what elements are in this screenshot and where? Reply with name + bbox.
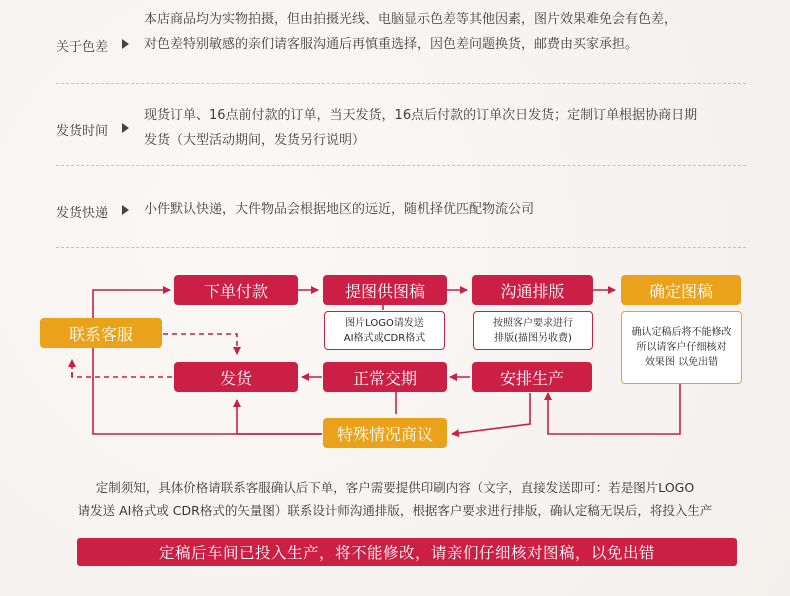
custom-order-notice xyxy=(30,476,760,522)
note-line: 按照客户要求进行 xyxy=(493,317,573,329)
step-arrange-production: 安排生产 xyxy=(472,362,592,392)
warning-banner: 定稿后车间已投入生产，将不能修改，请亲们仔细核对图稿，以免出错 xyxy=(77,538,737,566)
step-place-order: 下单付款 xyxy=(174,275,298,305)
note-line: 所以请客户仔细核对 xyxy=(636,342,727,353)
note-layout-fee xyxy=(473,311,593,350)
note-line: AI格式或CDR格式 xyxy=(343,332,426,344)
info-line: 现货订单、16点前付款的订单，当天发货，16点后付款的订单次日发货；定制订单根据协商日期 xyxy=(144,108,698,123)
info-line: 发货（大型活动期间，发货另行说明） xyxy=(144,133,366,148)
info-label: 关于色差 xyxy=(56,40,109,55)
step-special-negotiation: 特殊情况商议 xyxy=(323,418,447,448)
info-line: 对色差特别敏感的亲们请客服沟通后再慎重选择，因色差问题换货，邮费由买家承担。 xyxy=(144,37,639,52)
notice-line: 定制须知，具体价格请联系客服确认后下单，客户需要提供印刷内容（文字，直接发送即可：若是图片LOGO xyxy=(95,480,695,495)
note-line: 确认定稿后将不能修改 xyxy=(631,327,732,338)
info-label: 发货快递 xyxy=(56,206,109,221)
note-line: 效果图 以免出错 xyxy=(644,357,719,368)
step-confirm-artwork: 确定图稿 xyxy=(621,275,741,305)
note-confirm-warning xyxy=(621,311,742,384)
info-line: 小件默认快递，大件物品会根据地区的远近，随机择优匹配物流公司 xyxy=(144,202,535,217)
step-submit-artwork: 提图供图稿 xyxy=(323,275,447,305)
arrow-contact-to-order xyxy=(93,290,170,318)
arrow-production-to-special xyxy=(452,393,530,434)
step-ship: 发货 xyxy=(174,362,298,392)
step-contact-service: 联系客服 xyxy=(40,318,162,348)
note-line: 排版(描图另收费) xyxy=(494,332,572,344)
note-line: 图片LOGO请发送 xyxy=(345,317,424,329)
info-line: 本店商品均为实物拍摄，但由拍摄光线、电脑显示色差等其他因素，图片效果难免会有色差， xyxy=(144,12,678,27)
step-normal-delivery: 正常交期 xyxy=(323,362,447,392)
info-label: 发货时间 xyxy=(56,124,109,139)
dashed-ship-link xyxy=(72,360,172,377)
step-communicate-layout: 沟通排版 xyxy=(472,275,593,305)
dashed-arrow-contact-to-ship xyxy=(163,334,237,354)
note-artwork-format xyxy=(324,311,445,350)
notice-line: 请发送 AI格式或 CDR格式的矢量图）联系设计师沟通排版，根据客户要求进行排版，确认定稿无误后，将投入生产 xyxy=(77,503,713,518)
